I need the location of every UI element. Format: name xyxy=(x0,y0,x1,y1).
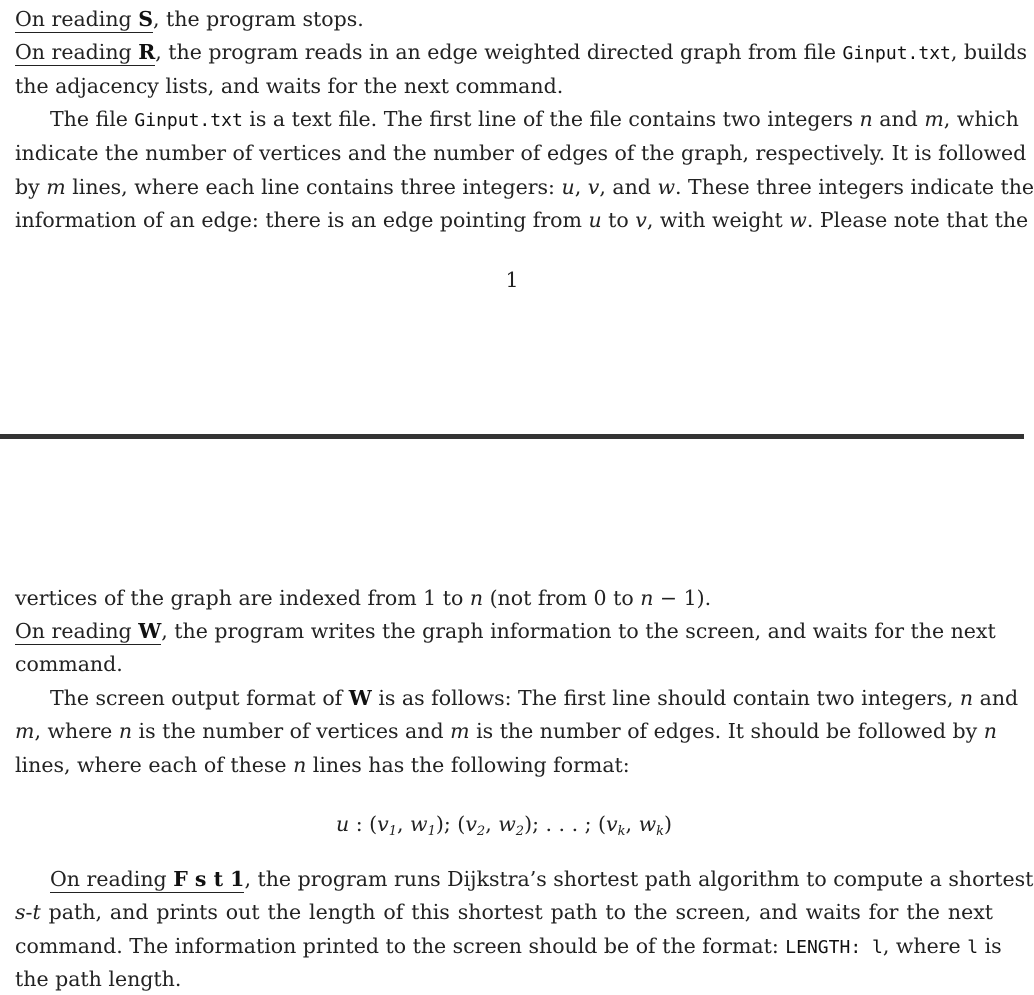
text-line: On reading F s t 1, the program runs Dijkstra’s shortest path algorithm to compute a shortest xyxy=(50,867,1034,891)
text-line: On reading S, the program stops. xyxy=(15,7,364,31)
text-line: indicate the number of vertices and the number of edges of the graph, respectively. It is followed xyxy=(15,141,1027,165)
text-line: On reading W, the program writes the graph information to the screen, and waits for the next xyxy=(15,619,996,643)
page-1-bottom-section xyxy=(0,0,1034,436)
text-line: command. xyxy=(15,652,123,676)
text-line: information of an edge: there is an edge pointing from u to v, with weight w. Please note that the xyxy=(15,208,1029,232)
text-line: the path length. xyxy=(15,967,182,991)
command-w: W xyxy=(138,619,162,643)
page-number: 1 xyxy=(505,268,519,292)
code-l: l xyxy=(967,937,979,958)
page-divider xyxy=(0,434,1024,439)
command-f: F s t 1 xyxy=(173,867,245,891)
text-line: by m lines, where each line contains three integers: u, v, and w. These three integers indicate the xyxy=(15,175,1034,199)
filename: Ginput.txt xyxy=(134,110,243,131)
command-s: S xyxy=(138,7,154,31)
text-line: On reading R, the program reads in an edge weighted directed graph from file Ginput.txt, builds xyxy=(15,40,1028,64)
underlined-phrase: On reading R xyxy=(15,40,156,64)
underlined-phrase: On reading F s t 1 xyxy=(50,867,245,891)
text-line: command. The information printed to the screen should be of the format: LENGTH: l, where l is xyxy=(15,934,1002,958)
text-line: vertices of the graph are indexed from 1 to n (not from 0 to n − 1). xyxy=(15,586,712,610)
text-line: the adjacency lists, and waits for the next command. xyxy=(15,74,564,98)
underlined-phrase: On reading W xyxy=(15,619,162,643)
text-line: lines, where each of these n lines has the following format: xyxy=(15,753,630,777)
text-line: s-t path, and prints out the length of this shortest path to the screen, and waits for the next xyxy=(15,900,993,924)
text-line: m, where n is the number of vertices and m is the number of edges. It should be followed by n xyxy=(15,719,997,743)
code-length: LENGTH: l xyxy=(785,937,883,958)
page-2-top-section xyxy=(0,440,1034,994)
text-line: The file Ginput.txt is a text file. The first line of the file contains two integers n and m, which xyxy=(50,107,1019,131)
underlined-phrase: On reading S xyxy=(15,7,154,31)
text-line: The screen output format of W is as follows: The first line should contain two integers, n and xyxy=(50,686,1019,710)
filename: Ginput.txt xyxy=(842,43,951,64)
output-format-formula: u : ($v_1$, $w_1$); ($v_2$, $w_2$); . . . ; ($v_k$, $w_k$) xyxy=(335,812,673,839)
command-r: R xyxy=(138,40,156,64)
